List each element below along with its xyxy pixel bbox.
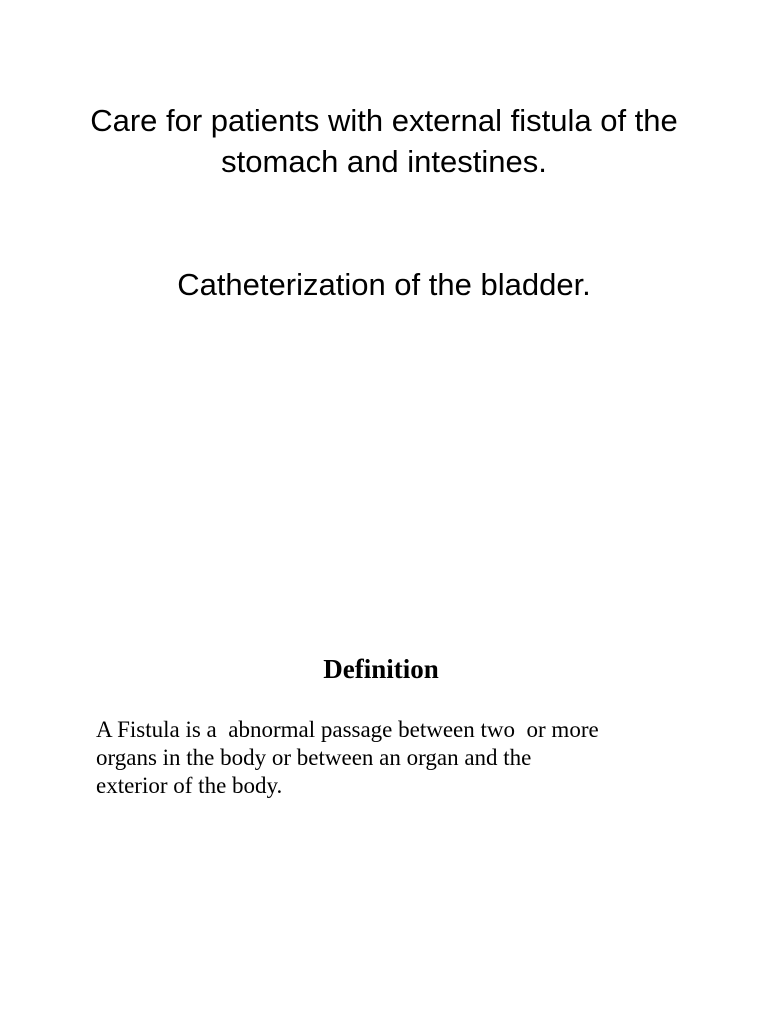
definition-line: A Fistula is a abnormal passage between two or more xyxy=(96,717,599,742)
definition-heading: Definition xyxy=(323,654,439,684)
page-title xyxy=(0,100,768,182)
definition-text xyxy=(96,716,696,800)
title-line: stomach and intestines. xyxy=(221,144,547,179)
definition-line: exterior of the body. xyxy=(96,773,283,798)
page-subtitle: Catheterization of the bladder. xyxy=(177,267,591,302)
definition-line: organs in the body or between an organ and the xyxy=(96,745,532,770)
title-line: Care for patients with external fistula of the xyxy=(90,103,678,138)
